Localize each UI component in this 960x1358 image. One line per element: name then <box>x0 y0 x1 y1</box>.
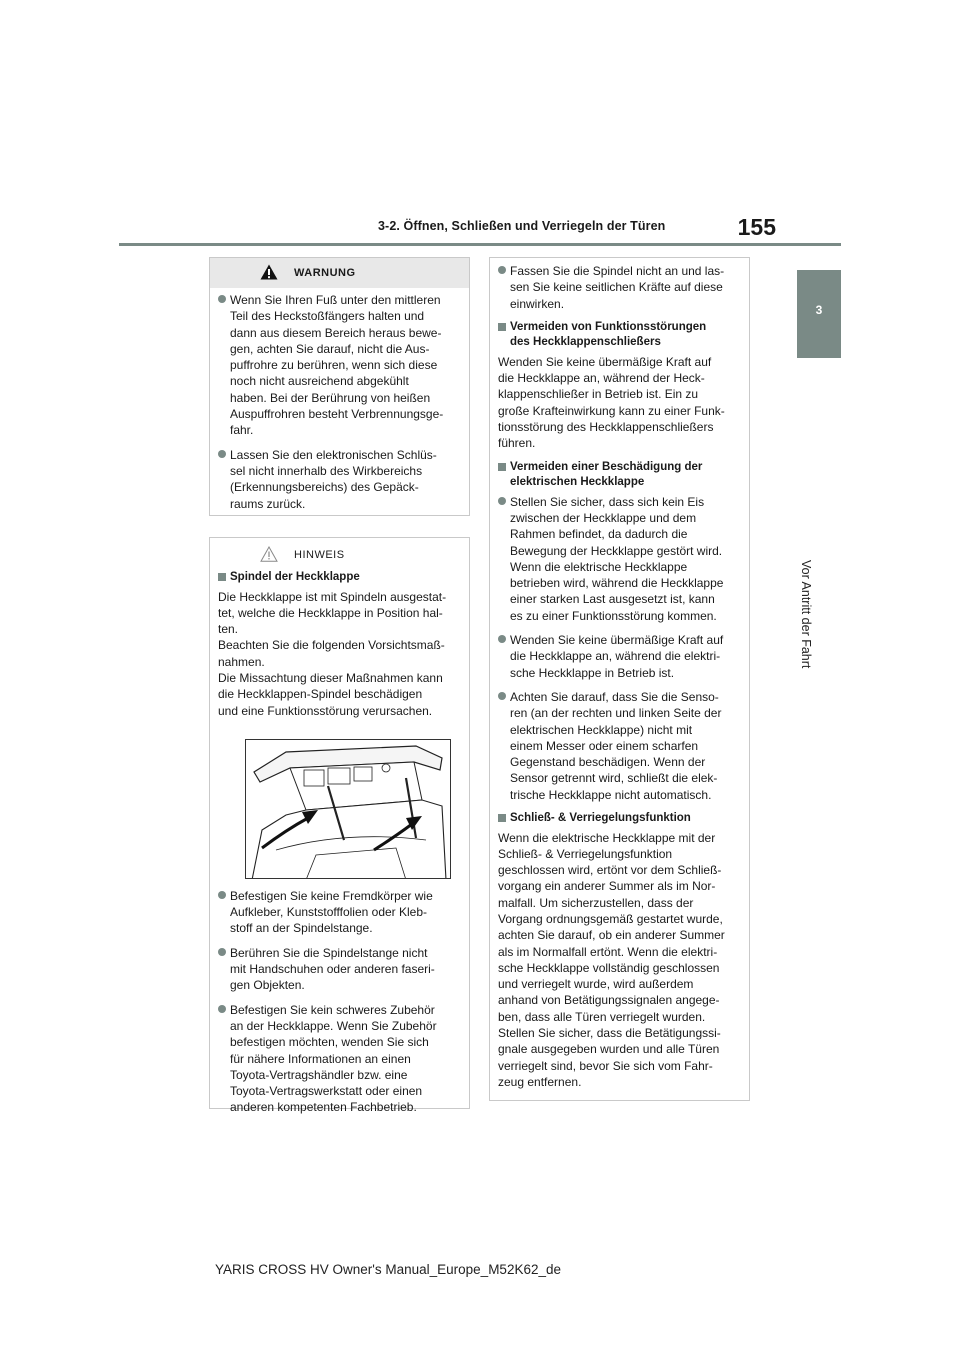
page-number: 155 <box>737 214 776 240</box>
hint-heading: Spindel der Heckklappe <box>218 570 463 586</box>
bullet-dot-icon <box>218 891 226 899</box>
warning-header <box>210 258 469 288</box>
warning-content <box>218 292 463 520</box>
hint-intro: Die Heckklappe ist mit Spindeln ausgestat- tet, welche die Heckklappe in Position hal- ten. Beachten Sie die folgenden Vorsichtsmaß- nahmen. Die Missachtung dieser Maßnahmen kann die Heckklappen-Spindel beschädigen und eine Funktionsstörung verursachen. <box>218 589 447 718</box>
section-title: 3-2. Öffnen, Schließen und Verriegeln der Türen <box>378 219 666 233</box>
tailgate-spindle-illustration <box>245 739 451 879</box>
hint-bullet: Befestigen Sie kein schweres Zubehör an der Heckklappe. Wenn Sie Zubehör befestigen möchten, wenden Sie sich für nähere Informationen an einen Toyota-Vertragshändler bzw. eine Toyota-Vertragswerkstatt oder einen anderen kompetenten Fachbetrieb. <box>218 1002 463 1116</box>
warning-bullet: Wenn Sie Ihren Fuß unter den mittleren Teil des Heckstoßfängers halten und dann aus diesem Bereich heraus bewe- gen, achten Sie darauf, nicht die Aus- puffrohre zu berühren, wenn sich diese noch nicht ausreichend abgekühlt haben. Bei der Berührung von heißen Auspuffrohren besteht Verbrennungsge- fahr. <box>218 292 463 439</box>
warning-box <box>209 257 470 516</box>
bullet-dot-icon <box>218 450 226 458</box>
bullet-dot-icon <box>218 948 226 956</box>
warning-title: WARNUNG <box>294 267 356 279</box>
bullet-dot-icon <box>498 635 506 643</box>
lock-function-heading: Schließ- & Verriegelungsfunktion <box>498 811 743 827</box>
lock-function-text: Wenn die elektrische Heckklappe mit der Schließ- & Verriegelungsfunktion geschlossen wird, ertönt vor dem Schließ- vorgang ein anderer Summer als im Nor- malfall. Um sicherzustellen, dass der Vorgang ordnungsgemäß gestartet wurde, achten Sie darauf, ob ein anderer Summer als im Normalfall ertönt. Wenn die elektri- sche Heckklappe vollständig geschlossen und verriegelt wurde, wird außerdem anhand von Betätigungssignalen angege- ben, dass alle Türen verriegelt wurden. Stellen Sie sicher, dass die Betätigungssi- gnale ausgegeben wurden und alle Türen verriegelt sind, bevor Sie sich vom Fahr- zeug entfernen. <box>498 830 725 1089</box>
warning-triangle-icon <box>260 264 278 280</box>
chapter-label: Vor Antritt der Fahrt <box>799 560 813 669</box>
spindle-bullet: Fassen Sie die Spindel nicht an und las- sen Sie keine seitlichen Kräfte auf diese einwirken. <box>498 263 743 312</box>
square-bullet-icon <box>498 814 506 822</box>
square-bullet-icon <box>498 463 506 471</box>
hint-bullet: Befestigen Sie keine Fremdkörper wie Aufkleber, Kunststofffolien oder Kleb- stoff an der Spindelstange. <box>218 888 463 937</box>
hint-bullet: Berühren Sie die Spindelstange nicht mit Handschuhen oder anderen faseri- gen Objekten. <box>218 945 463 994</box>
bullet-dot-icon <box>218 295 226 303</box>
right-content <box>498 263 743 1098</box>
square-bullet-icon <box>218 573 226 581</box>
hint-header <box>210 540 469 564</box>
bullet-dot-icon <box>498 497 506 505</box>
closer-text: Wenden Sie keine übermäßige Kraft auf die Heckklappe an, während der Heck- klappenschließer in Betrieb ist. Ein zu große Krafteinwirkung kann zu einer Funk- tionsstörung des Heckklappenschließers führen. <box>498 354 725 451</box>
warning-bullet: Lassen Sie den elektronischen Schlüs- sel nicht innerhalb des Wirkbereichs (Erkennungsbereichs) des Gepäck- raums zurück. <box>218 447 463 512</box>
tailgate-image <box>246 740 451 879</box>
tailgate-damage-heading: Vermeiden einer Beschädigung der elektrischen Heckklappe <box>498 460 743 491</box>
square-bullet-icon <box>498 323 506 331</box>
closer-heading: Vermeiden von Funktionsstörungen des Heckklappenschließers <box>498 320 743 351</box>
bullet-dot-icon <box>218 1005 226 1013</box>
hint-box <box>209 537 470 1115</box>
bullet-dot-icon <box>498 266 506 274</box>
continued-hint-box <box>489 257 750 1101</box>
hint-content <box>218 570 463 1124</box>
tailgate-damage-bullet: Wenden Sie keine übermäßige Kraft auf die Heckklappe an, während die elektri- sche Heckklappe in Betrieb ist. <box>498 632 743 681</box>
header-divider <box>119 243 841 246</box>
chapter-tab <box>797 270 841 358</box>
chapter-number: 3 <box>815 303 823 317</box>
bullet-dot-icon <box>498 692 506 700</box>
hint-title: HINWEIS <box>294 549 345 561</box>
tailgate-damage-bullet: Stellen Sie sicher, dass sich kein Eis zwischen der Heckklappe und dem Rahmen befindet, da dadurch die Bewegung der Heckklappe gestört wird. Wenn die elektrische Heckklappe betrieben wird, während die Heckklappe einer starken Last ausgesetzt ist, kann es zu einer Funktionsstörung kommen. <box>498 494 743 624</box>
caution-triangle-outline-icon <box>260 546 278 562</box>
footer-manual-id: YARIS CROSS HV Owner's Manual_Europe_M52K62_de <box>215 1262 561 1277</box>
tailgate-damage-bullet: Achten Sie darauf, dass Sie die Senso- ren (an der rechten und linken Seite der elektrischen Heckklappe) nicht mit einem Messer oder einem scharfen Gegenstand beschädigen. Wenn der Sensor getrennt wird, schließt die elek- trische Heckklappe nicht automatisch. <box>498 689 743 803</box>
